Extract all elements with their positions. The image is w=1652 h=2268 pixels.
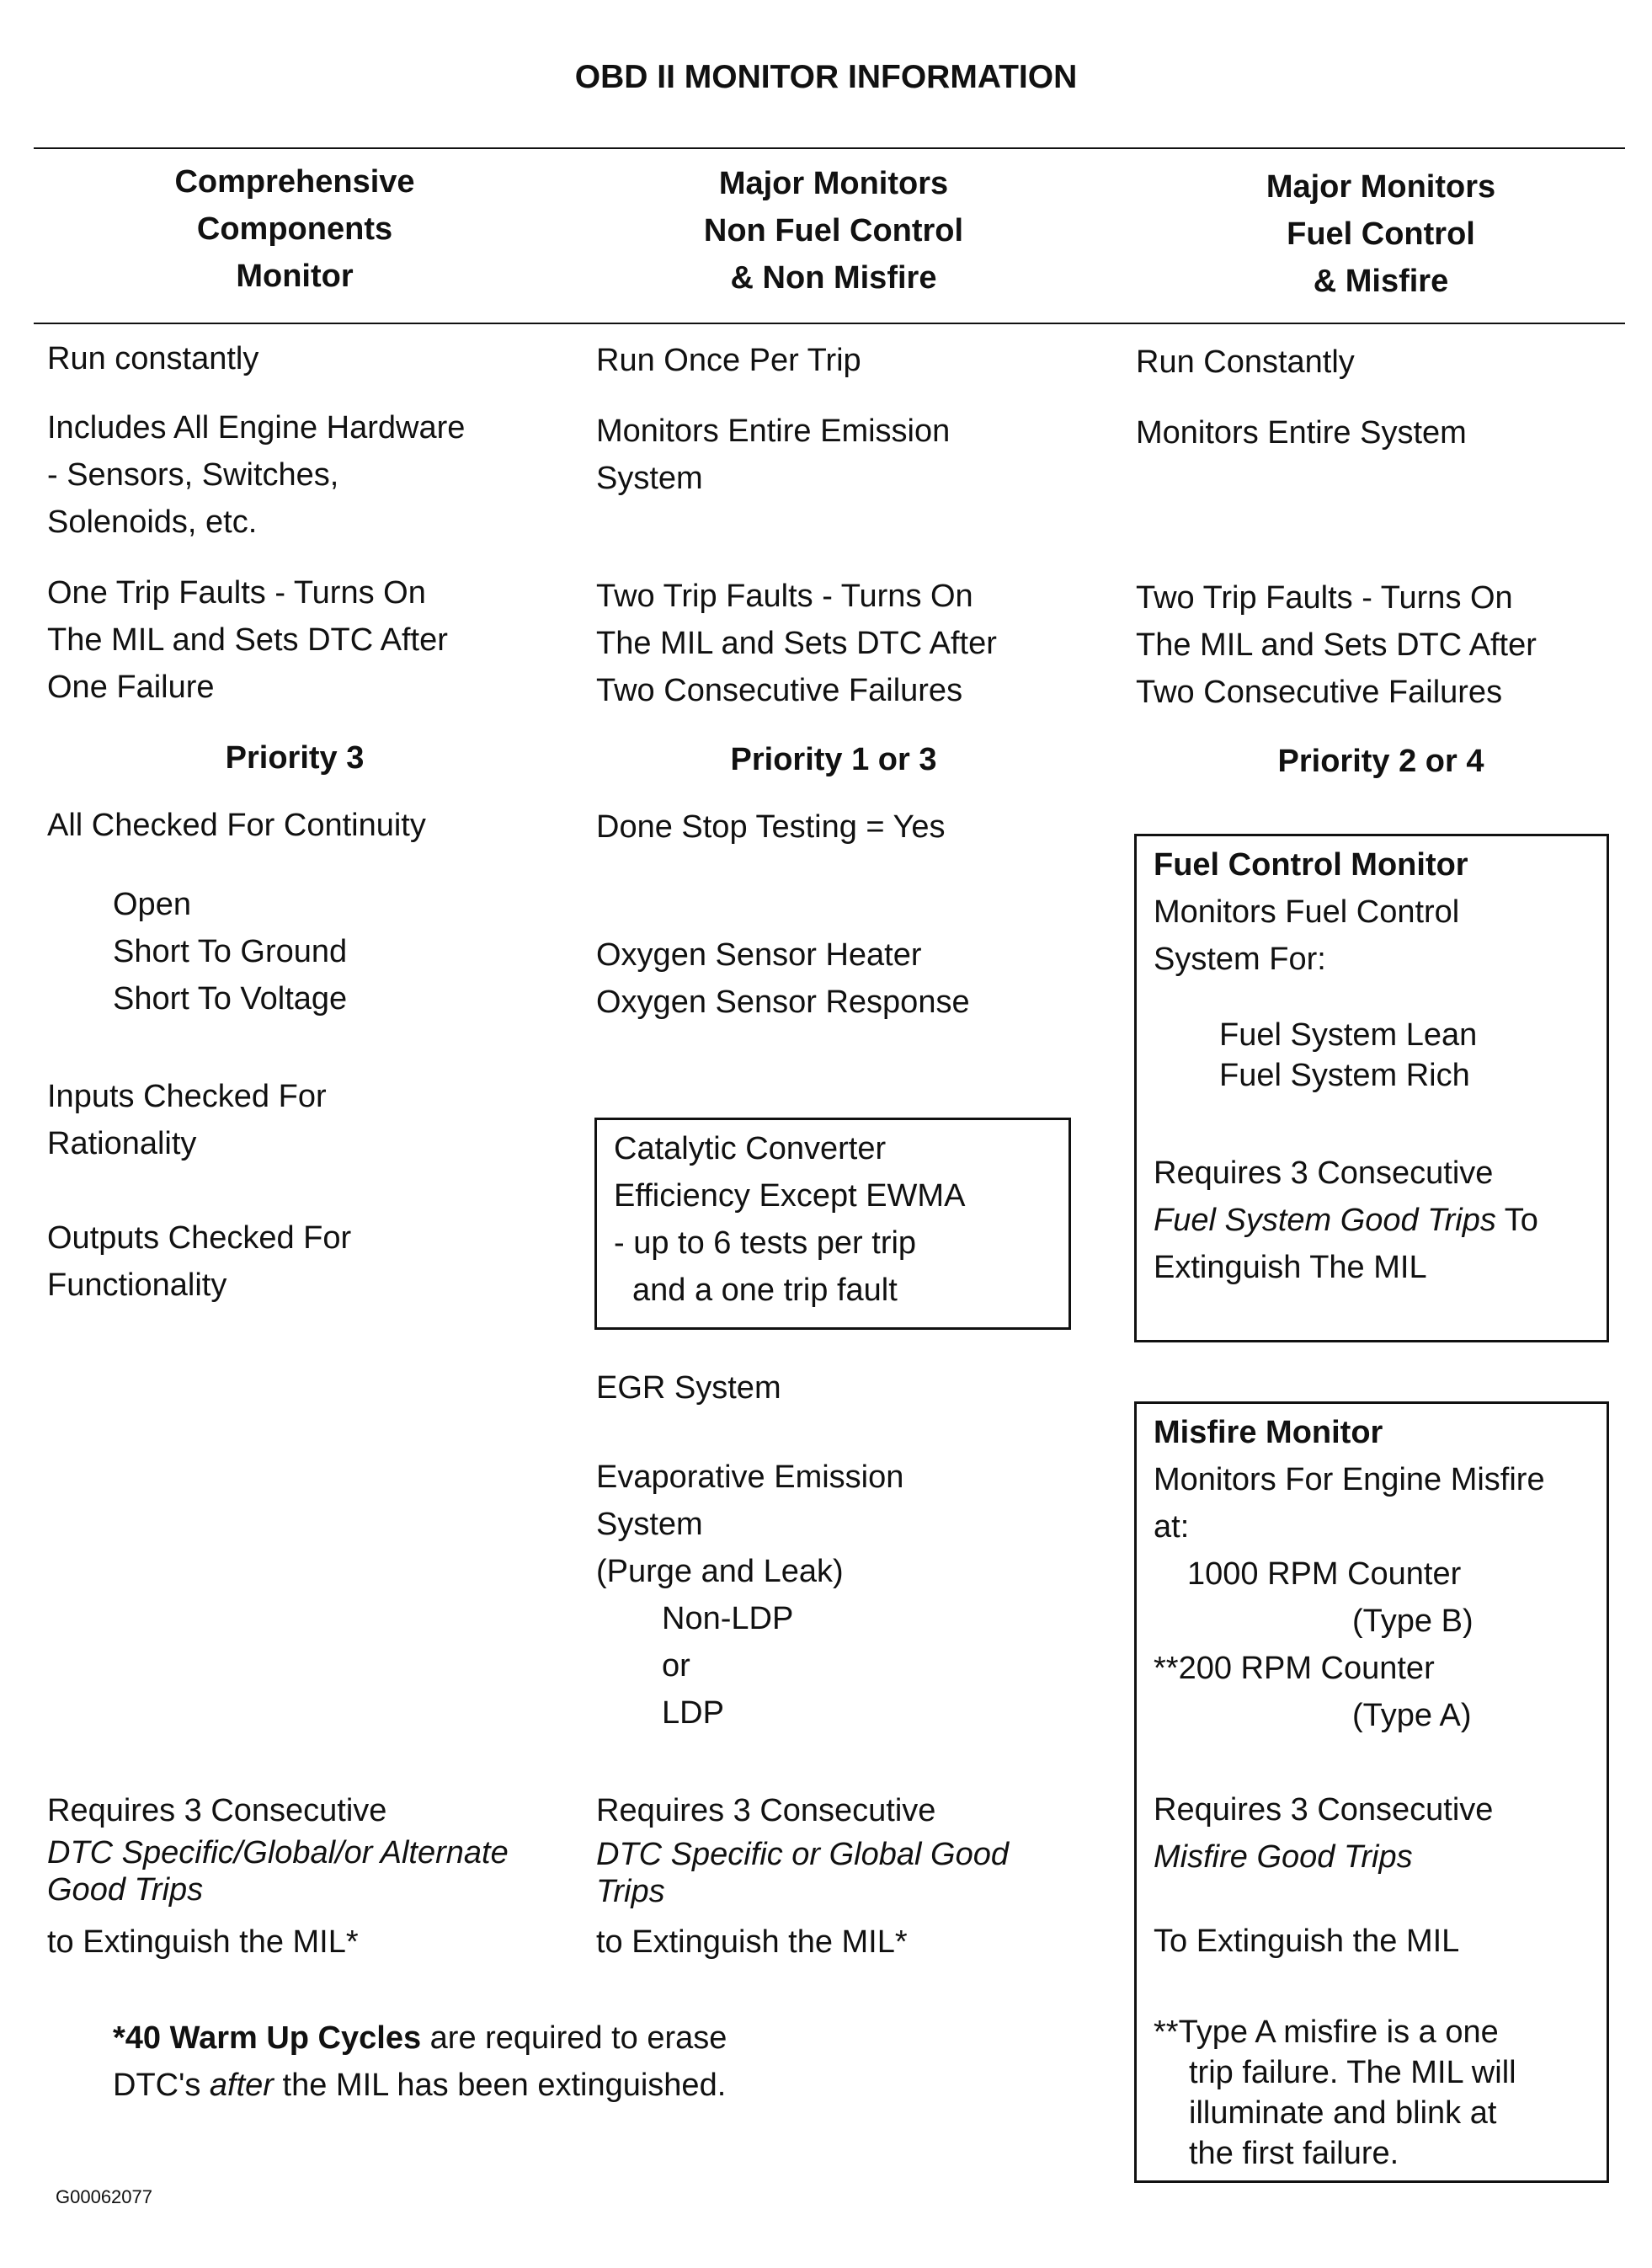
col2-faults: Two Trip Faults - Turns On The MIL and Sets DTC After Two Consecutive Failures xyxy=(596,579,997,708)
col2-monitors: Monitors Entire Emission System xyxy=(596,414,951,496)
col3-run: Run Constantly xyxy=(1136,344,1355,380)
page-title: OBD II MONITOR INFORMATION xyxy=(574,59,1078,95)
misfire-box-req: Requires 3 Consecutive xyxy=(1154,1792,1494,1828)
header-col2 xyxy=(657,160,1010,302)
header-bottom-rule xyxy=(34,323,1625,324)
fuel-control-monitor-box xyxy=(1134,834,1609,1342)
misfire-box-req-italic: Misfire Good Trips xyxy=(1154,1839,1413,1875)
col3-priority: Priority 2 or 4 xyxy=(1277,744,1484,779)
fuel-box-line1: Monitors Fuel Control xyxy=(1154,894,1460,930)
col1-includes: Includes All Engine Hardware - Sensors, Switches, Solenoids, etc. xyxy=(47,410,466,540)
col2-evap-options: Non-LDP or LDP xyxy=(662,1601,794,1731)
misfire-box-counter2-type: (Type A) xyxy=(1352,1698,1472,1733)
col1-extinguish: to Extinguish the MIL* xyxy=(47,1924,359,1960)
cat-box-line4: and a one trip fault xyxy=(632,1273,898,1308)
footnote-line2: DTC's after the MIL has been extinguished. xyxy=(113,2068,727,2103)
col1-priority: Priority 3 xyxy=(225,740,365,776)
col1-check-voltage: Short To Voltage xyxy=(113,981,348,1017)
header-col3-line1: Major Monitors xyxy=(1266,169,1496,205)
col1-requires-italic: DTC Specific/Global/or Alternate Good Trips xyxy=(47,1835,509,1908)
fuel-box-req-line: Fuel System Good Trips To xyxy=(1154,1203,1538,1238)
figure-id: G00062077 xyxy=(56,2186,152,2207)
col1-requires: Requires 3 Consecutive xyxy=(47,1793,387,1828)
misfire-box-ext: To Extinguish the MIL xyxy=(1154,1924,1460,1959)
header-col1-line2: Components xyxy=(196,211,393,247)
col3-monitors: Monitors Entire System xyxy=(1136,415,1467,451)
col2-o2: Oxygen Sensor Heater Oxygen Sensor Response xyxy=(596,937,970,1020)
col2-evap: Evaporative Emission System (Purge and Leak) xyxy=(596,1460,904,1589)
col2-run: Run Once Per Trip xyxy=(596,343,861,378)
col2-extinguish: to Extinguish the MIL* xyxy=(596,1924,908,1960)
col1-check-open: Open xyxy=(113,887,191,922)
col2-requires: Requires 3 Consecutive xyxy=(596,1793,936,1828)
col1-faults: One Trip Faults - Turns On The MIL and Sets DTC After One Failure xyxy=(47,575,448,705)
header-col2-line1: Major Monitors xyxy=(718,166,949,201)
misfire-monitor-box xyxy=(1134,1401,1609,2183)
col1-check-list xyxy=(113,881,347,1022)
fuel-box-lean: Fuel System Lean xyxy=(1219,1017,1478,1053)
misfire-box-note: **Type A misfire is a one trip failure. The MIL will illuminate and blink at the first failure. xyxy=(1154,2015,1516,2171)
col1-checked: All Checked For Continuity xyxy=(47,808,426,843)
col1-outputs: Outputs Checked For Functionality xyxy=(47,1220,352,1303)
footnote-line1: *40 Warm Up Cycles are required to erase xyxy=(113,2020,727,2056)
cat-box-line2: Efficiency Except EWMA xyxy=(614,1178,966,1214)
header-col2-line3: & Non Misfire xyxy=(730,260,937,296)
catalytic-converter-box xyxy=(594,1118,1071,1330)
misfire-box-counter2: **200 RPM Counter xyxy=(1154,1651,1435,1686)
col2-done: Done Stop Testing = Yes xyxy=(596,809,946,845)
header-col1-line1: Comprehensive xyxy=(174,164,415,200)
col2-requires-italic: DTC Specific or Global Good Trips xyxy=(596,1837,1009,1909)
cat-box-line3: - up to 6 tests per trip xyxy=(614,1225,917,1261)
col1-check-ground: Short To Ground xyxy=(113,934,348,969)
fuel-box-ext: Extinguish The MIL xyxy=(1154,1250,1427,1285)
col1-inputs: Inputs Checked For Rationality xyxy=(47,1079,327,1161)
fuel-box-line2: System For: xyxy=(1154,942,1326,977)
header-col1-line3: Monitor xyxy=(236,259,354,294)
misfire-box-counter1-type: (Type B) xyxy=(1352,1604,1473,1639)
col3-faults: Two Trip Faults - Turns On The MIL and Sets DTC After Two Consecutive Failures xyxy=(1136,580,1537,710)
col2-egr: EGR System xyxy=(596,1370,781,1406)
cat-box-line1: Catalytic Converter xyxy=(614,1131,887,1166)
header-top-rule xyxy=(34,147,1625,149)
fuel-box-rich: Fuel System Rich xyxy=(1219,1058,1470,1093)
header-col3 xyxy=(1204,163,1558,305)
header-col3-line3: & Misfire xyxy=(1313,264,1449,299)
header-col1 xyxy=(126,158,463,300)
col1-run: Run constantly xyxy=(47,341,259,376)
misfire-box-counter1: 1000 RPM Counter xyxy=(1187,1556,1462,1592)
fuel-box-req: Requires 3 Consecutive xyxy=(1154,1155,1494,1191)
fuel-box-title: Fuel Control Monitor xyxy=(1154,847,1468,883)
col2-priority: Priority 1 or 3 xyxy=(730,742,937,777)
misfire-box-title: Misfire Monitor xyxy=(1154,1415,1383,1450)
header-col3-line2: Fuel Control xyxy=(1287,216,1475,252)
header-col2-line2: Non Fuel Control xyxy=(703,213,964,248)
misfire-box-line1: Monitors For Engine Misfire xyxy=(1154,1462,1545,1497)
misfire-box-line2: at: xyxy=(1154,1509,1190,1545)
